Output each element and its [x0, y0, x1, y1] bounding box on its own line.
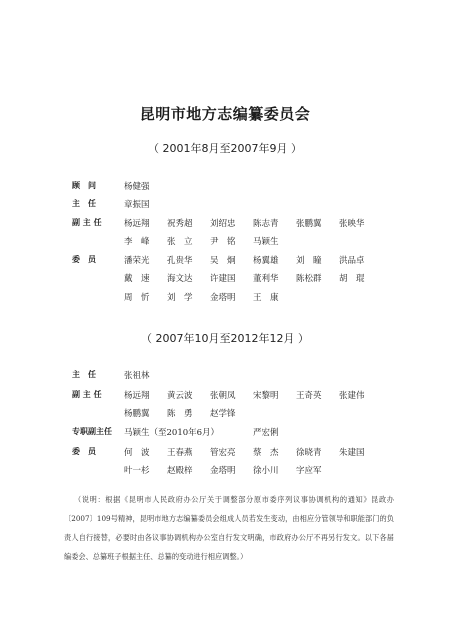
member-name: 字应军: [296, 466, 322, 476]
roster-row: [0, 389, 450, 405]
roster-row: [0, 426, 450, 442]
member-name: 徐晓青: [296, 448, 322, 458]
member-name: 杨翼雄: [253, 256, 279, 266]
member-name: 杨远翔: [124, 391, 150, 401]
member-name: 许建国: [210, 274, 236, 284]
member-name: 杨远翔: [124, 219, 150, 229]
member-name: 吴 炯: [210, 256, 236, 266]
member-name: 徐小川: [253, 466, 279, 476]
member-name: 金塔明: [210, 293, 236, 303]
roster-row: [0, 369, 450, 385]
role-label: 委 员: [72, 255, 96, 264]
member-name: 赵学锋: [210, 409, 236, 419]
roster-row: [0, 291, 450, 307]
member-name: 戴 速: [124, 274, 150, 284]
member-name: 朱建国: [339, 448, 365, 458]
roster-row: [0, 235, 450, 251]
role-label: 顾 问: [72, 181, 96, 190]
member-name: 黄云波: [167, 391, 193, 401]
role-label: 主 任: [72, 199, 96, 208]
member-name: 王 康: [253, 293, 279, 303]
roster-row: [0, 446, 450, 462]
member-name: 陈松群: [296, 274, 322, 284]
roster-row: [0, 198, 450, 214]
member-name: 刘 学: [167, 293, 193, 303]
member-name: 章振国: [124, 200, 150, 210]
member-name: 蔡 杰: [253, 448, 279, 458]
member-name: 张祖林: [124, 371, 150, 381]
member-name: 王奇英: [296, 391, 322, 401]
page-title: 昆明市地方志编纂委员会: [139, 105, 311, 123]
member-name: 张映华: [339, 219, 365, 229]
member-name: 杨健强: [124, 182, 150, 192]
member-name: 胡 琨: [339, 274, 365, 284]
member-name: 严宏俐: [253, 428, 279, 438]
member-name: 海文达: [167, 274, 193, 284]
member-name: 李 峰: [124, 237, 150, 247]
member-name: 张 立: [167, 237, 193, 247]
member-name: 金塔明: [210, 466, 236, 476]
roster-row: [0, 217, 450, 233]
roster-row: [0, 407, 450, 423]
roster-row: [0, 272, 450, 288]
roster-row: [0, 254, 450, 270]
member-name: 张鹏翼: [296, 219, 322, 229]
member-name: 孔贵华: [167, 256, 193, 266]
member-name: 马颖生（至2010年6月）: [124, 428, 220, 438]
member-name: 董利华: [253, 274, 279, 284]
roster-row: [0, 464, 450, 480]
role-label: 委 员: [72, 447, 96, 456]
member-name: 陈志青: [253, 219, 279, 229]
member-name: 陈 勇: [167, 409, 193, 419]
member-name: 周 忻: [124, 293, 150, 303]
member-name: 潘荣光: [124, 256, 150, 266]
member-name: 宋黎明: [253, 391, 279, 401]
member-name: 管宏亮: [210, 448, 236, 458]
member-name: 祝秀超: [167, 219, 193, 229]
member-name: 张建伟: [339, 391, 365, 401]
member-name: 杨鹏翼: [124, 409, 150, 419]
role-label: 副 主 任: [72, 390, 102, 399]
member-name: 马颖生: [253, 237, 279, 247]
member-name: 刘绍忠: [210, 219, 236, 229]
roster-row: [0, 180, 450, 196]
member-name: 刘 瞳: [296, 256, 322, 266]
member-name: 王春燕: [167, 448, 193, 458]
member-name: 张朝凤: [210, 391, 236, 401]
period-heading-1: （ 2001年8月至2007年9月 ）: [148, 142, 302, 155]
member-name: 尹 铭: [210, 237, 236, 247]
member-name: 洪品卓: [339, 256, 365, 266]
role-label: 副 主 任: [72, 218, 102, 227]
role-label: 主 任: [72, 370, 96, 379]
role-label: 专职副主任: [72, 427, 112, 436]
member-name: 赵殿梓: [167, 466, 193, 476]
member-name: 何 波: [124, 448, 150, 458]
explanatory-note: （说明：根据《昆明市人民政府办公厅关于调整部分原市委序列议事协调机构的通知》昆政办〔2007〕109号精神，昆明市地方志编纂委员会组成人员若发生变动，由相应分管领导和职能部门的负责人自行接替，必要时由各议事协调机构办公室自行发文明确，市政府办公厅不再另行发文。以下各届编委会、总纂班子根据主任、总纂的变动进行相应调整。）: [64, 495, 394, 561]
period-heading-2: （ 2007年10月至2012年12月 ）: [141, 332, 309, 345]
member-name: 叶一杉: [124, 466, 150, 476]
